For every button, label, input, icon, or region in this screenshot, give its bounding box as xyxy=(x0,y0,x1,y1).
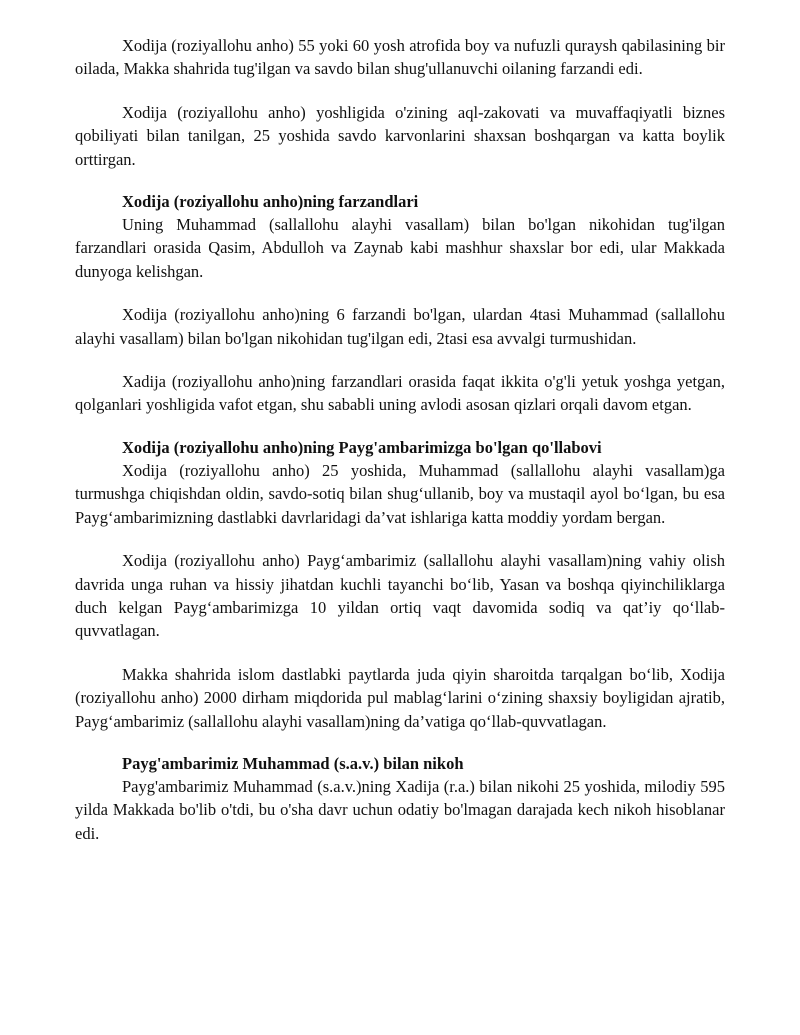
paragraph-children-count: Xodija (roziyallohu anho)ning 6 farzandi bo'lgan, ulardan 4tasi Muhammad (sallallohu alayhi vasallam) bilan bo'lgan nikohidan tug'ilgan edi, 2tasi esa avvalgi turmushidan. xyxy=(75,305,725,348)
paragraph-children-names: Uning Muhammad (sallallohu alayhi vasallam) bilan bo'lgan nikohidan tug'ilgan farzandlari orasida Qasim, Abdulloh va Zaynab kabi mashhur shaxslar bor edi, ular Makkada dunyoga kelishgan. xyxy=(75,215,725,281)
heading-marriage: Payg'ambarimiz Muhammad (s.a.v.) bilan nikoh xyxy=(122,753,464,773)
heading-children: Xodija (roziyallohu anho)ning farzandlari xyxy=(122,192,419,212)
paragraph-support-emotional: Xodija (roziyallohu anho) Payg‘ambarimiz (sallallohu alayhi vasallam)ning vahiy olish davrida unga ruhan va hissiy jihatdan kuchli tayanchi bo‘lib, Yasan va boshqa qiyinchiliklarga duch kelgan Payg‘ambarimizga 10 yildan ortiq vaqt davomida sodiq va qat’iy qo‘llab-quvvatlagan. xyxy=(75,551,725,641)
paragraph-children-survival: Xadija (roziyallohu anho)ning farzandlari orasida faqat ikkita o'g'li yetuk yoshga yetgan, qolganlari yoshligida vafot etgan, shu sababli uning avlodi asosan qizlari orqali davom etgan. xyxy=(75,372,725,415)
paragraph-birth: Xodija (roziyallohu anho) 55 yoki 60 yosh atrofida boy va nufuzli quraysh qabilasining bir oilada, Makka shahrida tug'ilgan va savdo bilan shug'ullanuvchi oilaning farzandi edi. xyxy=(75,36,725,79)
paragraph-support-financial: Makka shahrida islom dastlabki paytlarda juda qiyin sharoitda tarqalgan bo‘lib, Xodija (roziyallohu anho) 2000 dirham miqdorida pul mablag‘larini o‘zining shaxsiy boyligidan ajratib, Payg‘ambarimiz (sallallohu alayhi vasallam)ning da’vatiga qo‘llab-quvvatlagan. xyxy=(75,664,725,731)
heading-support: Xodija (roziyallohu anho)ning Payg'ambarimizga bo'lgan qo'llabovi xyxy=(122,437,602,457)
paragraph-marriage: Payg'ambarimiz Muhammad (s.a.v.)ning Xadija (r.a.) bilan nikohi 25 yoshida, milodiy 595 yilda Makkada bo'lib o'tdi, bu o'sha davr uchun odatiy bo'lmagan darajada kech nikoh hisoblanar edi. xyxy=(75,776,725,843)
paragraph-support-wealth: Xodija (roziyallohu anho) 25 yoshida, Muhammad (sallallohu alayhi vasallam)ga turmushga chiqishdan oldin, savdo-sotiq bilan shug‘ullanib, boy va mustaqil ayol bo‘lgan, bu esa Payg‘ambarimizning dastlabki davrlaridagi da’vat ishlariga katta moddiy yordam bergan. xyxy=(75,460,725,527)
document-page xyxy=(75,34,725,845)
paragraph-youth: Xodija (roziyallohu anho) yoshligida o'zining aql-zakovati va muvaffaqiyatli biznes qobiliyati bilan tanilgan, 25 yoshida savdo karvonlarini shaxsan boshqargan va katta boylik orttirgan. xyxy=(75,102,725,169)
